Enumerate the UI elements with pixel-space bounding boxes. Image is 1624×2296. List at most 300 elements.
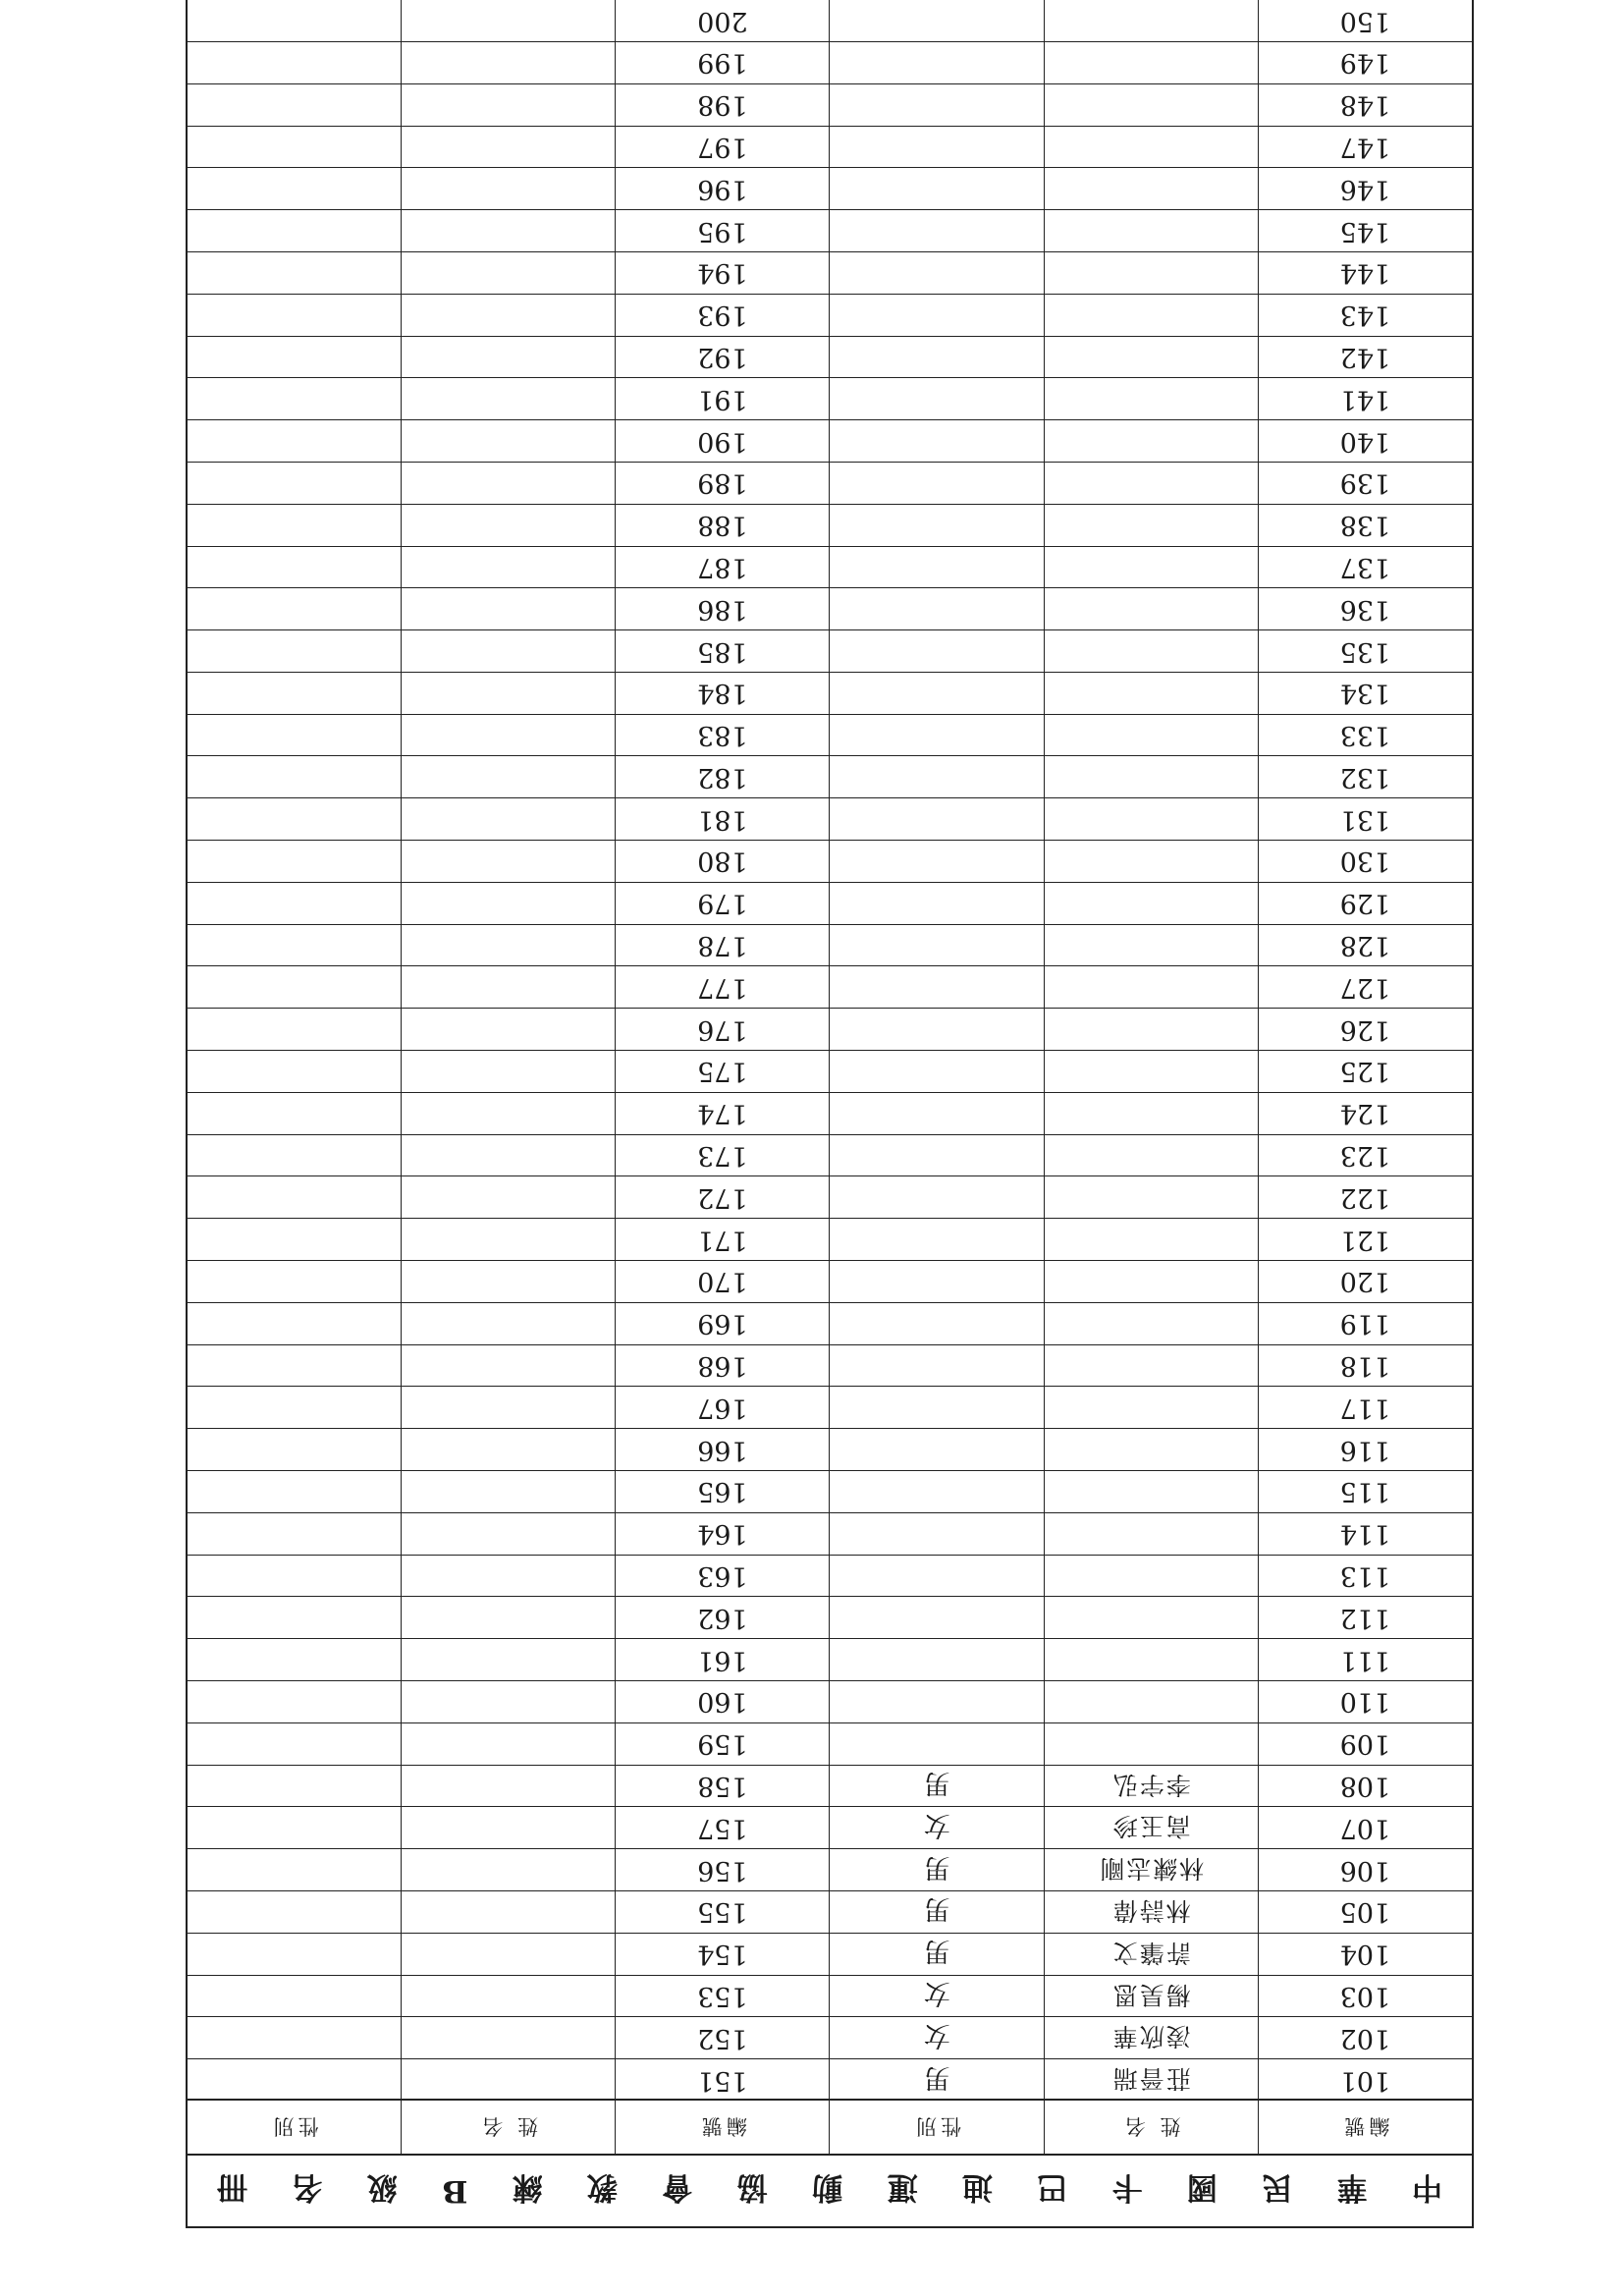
cell-number-2: 183: [616, 715, 830, 756]
cell-gender: [830, 1051, 1044, 1092]
cell-number-2: 194: [616, 252, 830, 294]
cell-number-2: 165: [616, 1471, 830, 1512]
table-row: [188, 336, 1472, 378]
cell-gender: [830, 925, 1044, 966]
cell-number-2: 181: [616, 798, 830, 840]
cell-number: 120: [1339, 1266, 1391, 1297]
cell-number: 132: [1339, 761, 1391, 793]
cell-name: [1045, 1261, 1259, 1302]
cell-name: [1045, 168, 1259, 209]
cell-number: 133: [1339, 720, 1391, 751]
cell-gender: [830, 420, 1044, 462]
cell-gender: [830, 42, 1044, 83]
table-row: [188, 1344, 1472, 1387]
cell-gender: [830, 1597, 1044, 1638]
cell-name-2: [402, 463, 616, 504]
cell-name-2: [402, 378, 616, 419]
cell-number: 122: [1339, 1181, 1391, 1213]
cell-gender-2: [188, 1513, 402, 1555]
cell-name-2: [402, 925, 616, 966]
cell-gender: [830, 841, 1044, 882]
table-row: [188, 756, 1472, 798]
cell-gender-2: [188, 673, 402, 714]
cell-number-2: 159: [616, 1723, 830, 1765]
table-row: [188, 1386, 1472, 1428]
cell-number: 128: [1339, 930, 1391, 961]
cell-name-2: [402, 42, 616, 83]
title-char: 冊: [217, 2169, 248, 2206]
title-char: 級: [366, 2169, 398, 2206]
cell-number-2: 195: [616, 210, 830, 251]
header-gender: 性別: [830, 2101, 1044, 2154]
cell-gender-2: [188, 588, 402, 629]
table-row: [188, 1134, 1472, 1176]
cell-name-2: [402, 630, 616, 672]
cell-number: 106: [1339, 1854, 1391, 1886]
cell-name: [1045, 1051, 1259, 1092]
cell-number-2: 170: [616, 1261, 830, 1302]
table-row: [188, 167, 1472, 209]
table-row: [188, 1302, 1472, 1344]
cell-number-2: 166: [616, 1429, 830, 1470]
cell-gender: [830, 1513, 1044, 1555]
cell-gender: 男: [830, 1849, 1044, 1890]
table-row: [188, 1975, 1472, 2017]
cell-number-2: 192: [616, 337, 830, 378]
cell-name: [1045, 42, 1259, 83]
cell-gender-2: [188, 757, 402, 798]
cell-number-2: 156: [616, 1849, 830, 1890]
cell-gender-2: [188, 210, 402, 251]
cell-gender: [830, 84, 1044, 126]
table-row: [188, 882, 1472, 924]
cell-gender-2: [188, 420, 402, 462]
title-char: 國: [1186, 2169, 1218, 2206]
cell-gender-2: [188, 1556, 402, 1597]
cell-number: 118: [1339, 1350, 1391, 1382]
cell-gender: [830, 1723, 1044, 1765]
table-row: [188, 1470, 1472, 1512]
cell-gender-2: [188, 630, 402, 672]
cell-name: [1045, 883, 1259, 924]
cell-gender: [830, 378, 1044, 419]
cell-name: [1045, 378, 1259, 419]
cell-gender-2: [188, 1429, 402, 1470]
cell-name-2: [402, 1934, 616, 1975]
cell-name: [1045, 757, 1259, 798]
cell-name: [1045, 798, 1259, 840]
cell-number: 136: [1339, 593, 1391, 625]
cell-name-2: [402, 715, 616, 756]
cell-number-2: 182: [616, 757, 830, 798]
cell-number: 150: [1339, 5, 1391, 36]
cell-number: 129: [1339, 888, 1391, 919]
cell-name-2: [402, 1093, 616, 1134]
cell-number-2: 186: [616, 588, 830, 629]
cell-name: [1045, 505, 1259, 546]
cell-name: [1045, 841, 1259, 882]
cell-gender: [830, 168, 1044, 209]
table-row: [188, 965, 1472, 1008]
cell-name: [1045, 630, 1259, 672]
cell-name: [1045, 127, 1259, 168]
cell-number: 101: [1339, 2064, 1391, 2096]
table-row: [188, 1848, 1472, 1890]
table-row: [188, 1722, 1472, 1765]
cell-number-2: 154: [616, 1934, 830, 1975]
cell-number: 131: [1339, 803, 1391, 835]
cell-name: [1045, 673, 1259, 714]
cell-name-2: [402, 1009, 616, 1050]
cell-number: 112: [1339, 1602, 1391, 1633]
cell-number: 109: [1339, 1728, 1391, 1760]
table-row: [188, 1680, 1472, 1722]
table-row: [188, 924, 1472, 966]
cell-number-2: 157: [616, 1807, 830, 1848]
cell-name: [1045, 1681, 1259, 1722]
table-row: [188, 2016, 1472, 2058]
cell-gender: [830, 630, 1044, 672]
cell-name: [1045, 0, 1259, 41]
cell-gender-2: [188, 1723, 402, 1765]
cell-gender-2: [188, 2059, 402, 2101]
cell-gender-2: [188, 0, 402, 41]
cell-name: [1045, 925, 1259, 966]
cell-number: 140: [1339, 425, 1391, 457]
cell-gender-2: [188, 841, 402, 882]
column-headers: [188, 2099, 1472, 2154]
cell-gender: [830, 1387, 1044, 1428]
cell-gender-2: [188, 883, 402, 924]
cell-gender-2: [188, 1345, 402, 1387]
cell-name: [1045, 1093, 1259, 1134]
cell-name-2: [402, 0, 616, 41]
cell-gender-2: [188, 1639, 402, 1680]
cell-gender: [830, 337, 1044, 378]
cell-number: 138: [1339, 510, 1391, 541]
cell-number-2: 190: [616, 420, 830, 462]
cell-number: 144: [1339, 257, 1391, 289]
cell-gender: [830, 1261, 1044, 1302]
cell-name-2: [402, 1723, 616, 1765]
cell-number-2: 173: [616, 1135, 830, 1176]
header-number: 編號: [1340, 2114, 1390, 2138]
cell-gender: [830, 1556, 1044, 1597]
cell-number: 107: [1339, 1812, 1391, 1843]
cell-gender: [830, 757, 1044, 798]
cell-gender-2: [188, 84, 402, 126]
cell-number: 108: [1339, 1771, 1391, 1802]
cell-name: 莊晉瑞: [1045, 2059, 1259, 2101]
table-row: [188, 83, 1472, 126]
cell-gender-2: [188, 1219, 402, 1260]
cell-gender: 女: [830, 1807, 1044, 1848]
cell-name: [1045, 1723, 1259, 1765]
cell-name-2: [402, 84, 616, 126]
cell-name: [1045, 337, 1259, 378]
cell-number-2: 152: [616, 2017, 830, 2058]
table-row: [188, 0, 1472, 41]
title-char: 華: [1336, 2169, 1368, 2206]
cell-gender: 男: [830, 2059, 1044, 2101]
table-row: [188, 504, 1472, 546]
cell-name-2: [402, 1849, 616, 1890]
cell-name: [1045, 1429, 1259, 1470]
table-row: [188, 714, 1472, 756]
cell-gender-2: [188, 1597, 402, 1638]
cell-name-2: [402, 2059, 616, 2101]
cell-name-2: [402, 1807, 616, 1848]
cell-name: [1045, 1219, 1259, 1260]
cell-number-2: 199: [616, 42, 830, 83]
cell-name-2: [402, 1135, 616, 1176]
table-row: [188, 251, 1472, 294]
cell-number-2: 174: [616, 1093, 830, 1134]
table-row: [188, 377, 1472, 419]
cell-gender: [830, 1135, 1044, 1176]
cell-number: 134: [1339, 678, 1391, 709]
cell-gender-2: [188, 547, 402, 588]
cell-number-2: 189: [616, 463, 830, 504]
cell-number-2: 163: [616, 1556, 830, 1597]
cell-gender-2: [188, 463, 402, 504]
table-row: [188, 1175, 1472, 1218]
table-row: [188, 1890, 1472, 1933]
cell-number: 123: [1339, 1140, 1391, 1172]
cell-gender: [830, 1471, 1044, 1512]
table-row: [188, 41, 1472, 83]
header-number-2: 編號: [616, 2101, 830, 2154]
cell-number-2: 171: [616, 1219, 830, 1260]
table-row: [188, 840, 1472, 882]
cell-name-2: [402, 1345, 616, 1387]
cell-gender: 女: [830, 2017, 1044, 2058]
cell-number: 104: [1339, 1939, 1391, 1970]
cell-gender-2: [188, 168, 402, 209]
table-row: [188, 1765, 1472, 1807]
cell-name: 高玉珍: [1045, 1807, 1259, 1848]
cell-gender: [830, 1639, 1044, 1680]
title-char: 教: [587, 2169, 619, 2206]
cell-gender: [830, 798, 1044, 840]
cell-number: 116: [1339, 1434, 1391, 1465]
cell-number-2: 198: [616, 84, 830, 126]
cell-gender: 男: [830, 1891, 1044, 1933]
cell-name-2: [402, 1681, 616, 1722]
cell-number: 121: [1339, 1224, 1391, 1255]
table-row: [188, 1050, 1472, 1092]
cell-name: 凌欣華: [1045, 2017, 1259, 2058]
cell-number: 149: [1339, 47, 1391, 79]
cell-gender-2: [188, 1093, 402, 1134]
cell-gender-2: [188, 1766, 402, 1807]
title-char: 民: [1262, 2169, 1293, 2206]
cell-number-2: 184: [616, 673, 830, 714]
cell-gender: [830, 252, 1044, 294]
cell-number-2: 191: [616, 378, 830, 419]
cell-number-2: 175: [616, 1051, 830, 1092]
cell-name: [1045, 1009, 1259, 1050]
cell-number-2: 200: [616, 0, 830, 41]
title-char: 卡: [1111, 2169, 1143, 2206]
cell-name-2: [402, 1976, 616, 2017]
cell-gender: [830, 210, 1044, 251]
cell-name: [1045, 1135, 1259, 1176]
cell-gender: 女: [830, 1976, 1044, 2017]
table-row: [188, 1596, 1472, 1638]
cell-name-2: [402, 1556, 616, 1597]
cell-name-2: [402, 2017, 616, 2058]
cell-name: [1045, 463, 1259, 504]
header-gender-2: 性別: [188, 2101, 402, 2154]
cell-gender-2: [188, 2017, 402, 2058]
cell-name: [1045, 84, 1259, 126]
table-row: [188, 2058, 1472, 2101]
cell-gender: [830, 1303, 1044, 1344]
cell-name: [1045, 1513, 1259, 1555]
cell-gender-2: [188, 1176, 402, 1218]
cell-name-2: [402, 505, 616, 546]
title-char: 協: [736, 2169, 768, 2206]
cell-name-2: [402, 966, 616, 1008]
cell-name-2: [402, 1051, 616, 1092]
cell-gender-2: [188, 127, 402, 168]
roster-rows: [188, 0, 1472, 2101]
title-char: 運: [887, 2169, 918, 2206]
cell-number-2: 187: [616, 547, 830, 588]
cell-gender-2: [188, 337, 402, 378]
title-char: 名: [292, 2169, 323, 2206]
cell-name: [1045, 1556, 1259, 1597]
table-row: [188, 672, 1472, 714]
cell-gender: [830, 1219, 1044, 1260]
cell-name-2: [402, 1471, 616, 1512]
cell-number-2: 167: [616, 1387, 830, 1428]
title-char: 迪: [961, 2169, 993, 2206]
title-char: 巴: [1037, 2169, 1068, 2206]
title-char: 中: [1412, 2169, 1442, 2206]
cell-number-2: 193: [616, 295, 830, 336]
cell-number: 115: [1339, 1476, 1391, 1507]
cell-number-2: 178: [616, 925, 830, 966]
cell-gender: [830, 1009, 1044, 1050]
table-row: [188, 1008, 1472, 1050]
cell-name: [1045, 420, 1259, 462]
table-row: [188, 209, 1472, 251]
cell-number: 145: [1339, 215, 1391, 246]
cell-number: 127: [1339, 971, 1391, 1003]
table-row: [188, 1092, 1472, 1134]
cell-name-2: [402, 1219, 616, 1260]
cell-number: 142: [1339, 341, 1391, 372]
cell-name: [1045, 1345, 1259, 1387]
cell-number-2: 162: [616, 1597, 830, 1638]
title-char: 練: [512, 2169, 543, 2206]
cell-gender-2: [188, 1261, 402, 1302]
cell-number: 113: [1339, 1560, 1391, 1592]
cell-number-2: 176: [616, 1009, 830, 1050]
cell-name-2: [402, 798, 616, 840]
cell-number: 147: [1339, 131, 1391, 162]
cell-number-2: 177: [616, 966, 830, 1008]
cell-number: 126: [1339, 1013, 1391, 1045]
cell-name-2: [402, 883, 616, 924]
cell-gender: [830, 715, 1044, 756]
table-row: [188, 126, 1472, 168]
cell-gender-2: [188, 1303, 402, 1344]
cell-name-2: [402, 1639, 616, 1680]
cell-name: 李宇弘: [1045, 1766, 1259, 1807]
cell-name-2: [402, 127, 616, 168]
cell-number: 124: [1339, 1098, 1391, 1129]
cell-name-2: [402, 252, 616, 294]
table-row: [188, 546, 1472, 588]
cell-name-2: [402, 168, 616, 209]
table-row: [188, 1512, 1472, 1555]
cell-name-2: [402, 1303, 616, 1344]
roster-table: [186, 0, 1474, 2228]
cell-gender-2: [188, 1135, 402, 1176]
cell-number-2: 196: [616, 168, 830, 209]
cell-name: [1045, 1597, 1259, 1638]
cell-name: 許肇文: [1045, 1934, 1259, 1975]
cell-gender: [830, 1093, 1044, 1134]
table-row: [188, 1933, 1472, 1975]
cell-gender-2: [188, 1471, 402, 1512]
cell-number-2: 179: [616, 883, 830, 924]
cell-gender: 男: [830, 1766, 1044, 1807]
cell-gender-2: [188, 1891, 402, 1933]
cell-name-2: [402, 210, 616, 251]
cell-name: [1045, 715, 1259, 756]
cell-gender-2: [188, 966, 402, 1008]
cell-gender-2: [188, 295, 402, 336]
table-row: [188, 587, 1472, 629]
cell-gender: [830, 463, 1044, 504]
cell-number-2: 169: [616, 1303, 830, 1344]
cell-name-2: [402, 1891, 616, 1933]
cell-number: 111: [1339, 1644, 1391, 1675]
cell-number-2: 164: [616, 1513, 830, 1555]
cell-name: [1045, 1639, 1259, 1680]
table-row: [188, 419, 1472, 462]
table-row: [188, 462, 1472, 504]
cell-gender: [830, 1345, 1044, 1387]
cell-gender: [830, 505, 1044, 546]
cell-name-2: [402, 841, 616, 882]
cell-name: 楊昊恩: [1045, 1976, 1259, 2017]
cell-gender-2: [188, 1681, 402, 1722]
cell-name: [1045, 1471, 1259, 1512]
cell-gender-2: [188, 1976, 402, 2017]
cell-name-2: [402, 337, 616, 378]
cell-name: [1045, 547, 1259, 588]
cell-gender-2: [188, 1849, 402, 1890]
header-name-2: 姓 名: [402, 2101, 616, 2154]
cell-number-2: 197: [616, 127, 830, 168]
table-row: [188, 1555, 1472, 1597]
cell-number-2: 158: [616, 1766, 830, 1807]
cell-number: 103: [1339, 1981, 1391, 2012]
cell-gender: [830, 966, 1044, 1008]
table-row: [188, 629, 1472, 672]
cell-number: 105: [1339, 1896, 1391, 1928]
cell-gender: [830, 1681, 1044, 1722]
cell-name: [1045, 588, 1259, 629]
cell-gender-2: [188, 1807, 402, 1848]
cell-name-2: [402, 547, 616, 588]
cell-gender: [830, 883, 1044, 924]
